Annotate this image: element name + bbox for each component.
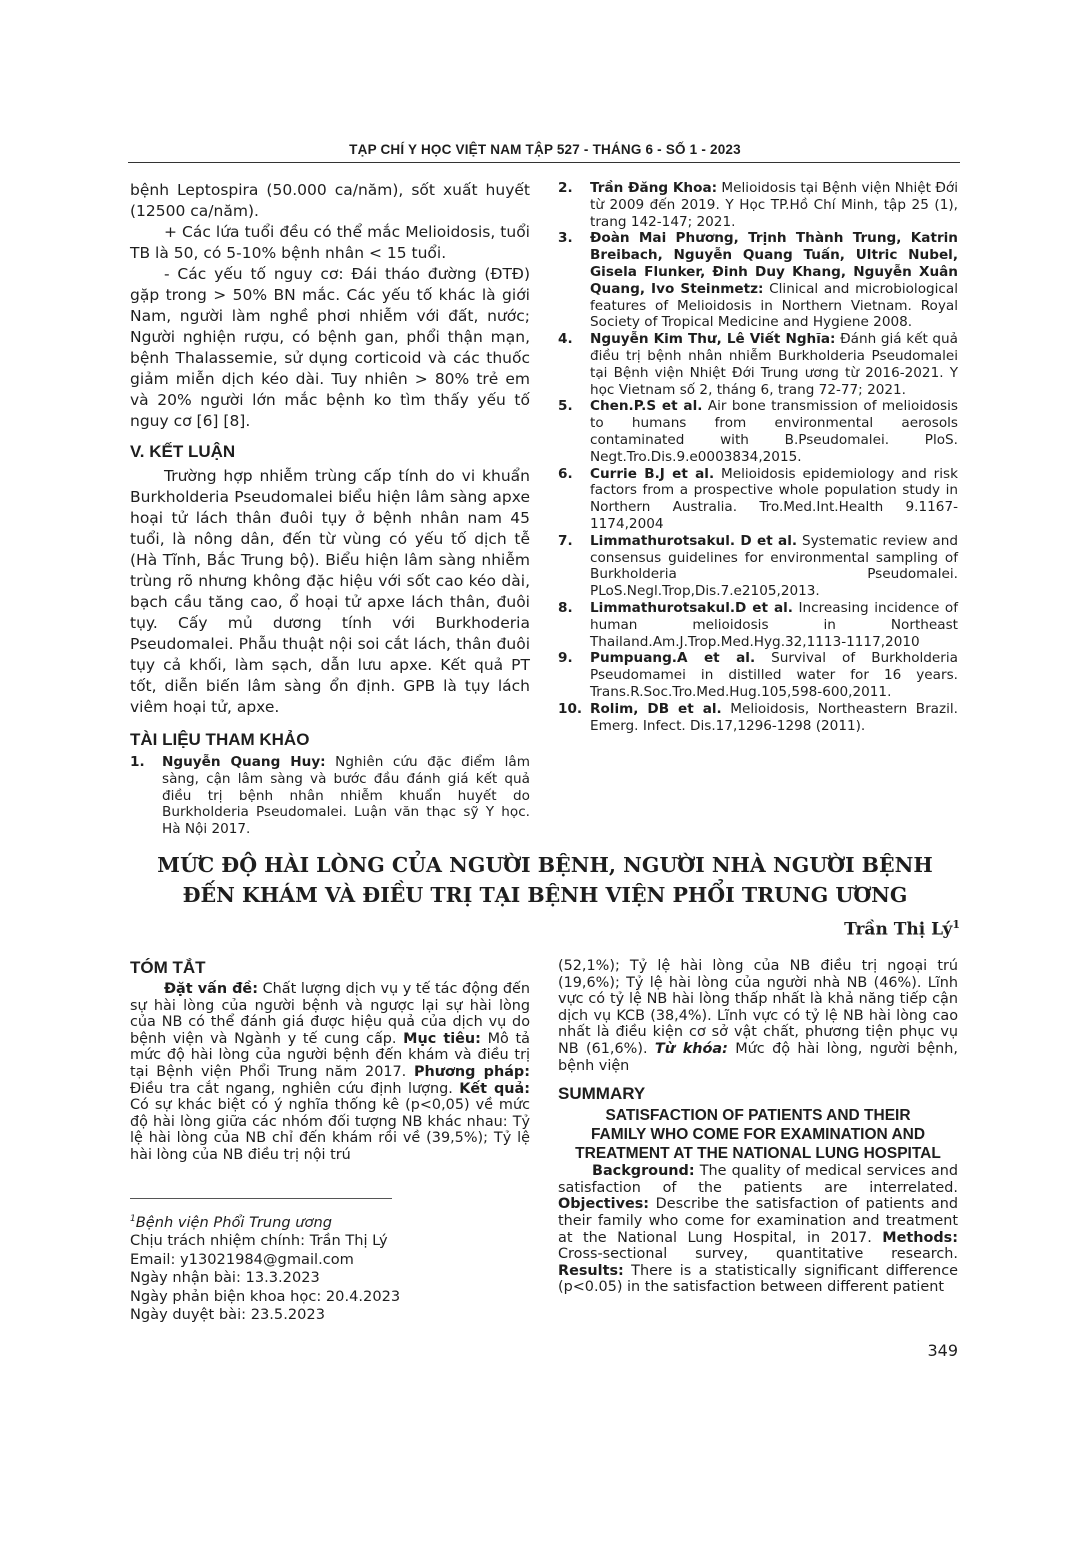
reference-item <box>558 533 958 600</box>
abstract-right <box>558 958 958 1296</box>
article-title <box>120 850 970 910</box>
section-heading: TÀI LIỆU THAM KHẢO <box>130 730 310 749</box>
text: There is a statistically significant difference (p<0.05) in the satisfaction between different patient <box>558 1262 958 1296</box>
reference-author: Rolim, DB et al. <box>590 700 722 717</box>
reference-item <box>558 230 958 331</box>
reference-author: Nguyễn Quang Huy: <box>162 754 326 770</box>
reference-item <box>558 701 958 735</box>
author-affiliation-marker: 1 <box>952 918 960 931</box>
reference-text: Melioidosis tại Bệnh viện Nhiệt Đới từ 2009 đến 2019. Y Học TP.Hồ Chí Minh, tập 25 (1), trang 142-147; 2021. <box>590 180 958 230</box>
summary-title-line: FAMILY WHO COME FOR EXAMINATION AND <box>590 1126 926 1144</box>
reference-text: Increasing incidence of human melioidosis in Northeast Thailand.Am.J.Trop.Med.Hyg.32,1113-1117,2010 <box>590 599 958 650</box>
reference-text: Air bone transmission of melioidosis to humans from environmental aerosols contaminated with B.Pseudomalei. PloS. Negt.Tro.Dis.9.e0003834,2015. <box>590 398 958 465</box>
article-author <box>844 918 960 940</box>
text: Mô tả mức độ hài lòng của người bệnh đến khám và điều trị tại Bệnh viện Phổi Trung năm 2017. <box>130 1030 530 1080</box>
reference-author: Trần Đăng Khoa: <box>590 180 718 196</box>
text: Có sự khác biệt có ý nghĩa thống kê (p<0,05) về mức độ hài lòng giữa các nhóm đối tượng NB khác nhau: Tỷ lệ hài lòng của NB chỉ đến khám rồi về (39,5%); Tỷ lệ hài lòng của NB điều trị nội trú <box>130 1097 530 1163</box>
footnote-line: Ngày nhận bài: 13.3.2023 <box>130 1269 320 1287</box>
reference-text: Nghiên cứu đặc điểm lâm sàng, cận lâm sàng và bước đầu đánh giá kết quả điều trị bệnh nhân nhiễm khuẩn huyết do Burkholderia Pseudomalei. Luận văn thạc sỹ Y học. Hà Nội 2017. <box>162 754 530 838</box>
reference-text: Systematic review and consensus guidelines for environmental sampling of Burkholderia Pseudomalei. PLoS.Negl.Trop,Dis.7.e2105,2013. <box>590 532 958 600</box>
label: Objectives: <box>558 1196 650 1213</box>
reference-item <box>558 180 958 230</box>
label: Background: <box>592 1163 695 1180</box>
reference-author: Nguyễn Kim Thư, Lê Viết Nghĩa: <box>590 331 836 348</box>
label: Phương pháp: <box>414 1063 530 1080</box>
reference-text: Melioidosis epidemiology and risk factors from a prospective whole population study in Northern Australia. Tro.Med.Int.Health 9.1167-1174,2004 <box>590 465 959 532</box>
reference-text: Melioidosis, Northeastern Brazil. Emerg. Infect. Dis.17,1296-1298 (2011). <box>590 700 959 734</box>
reference-item <box>130 754 530 838</box>
reference-number: 9. <box>558 650 573 667</box>
reference-text: Survival of Burkholderia Pseudomamei in distilled water for 16 years. Trans.R.Soc.Tro.Med.Hug.105,598-600,2011. <box>590 650 958 700</box>
footnote-line: Email: y13021984@gmail.com <box>130 1250 354 1268</box>
text: Cross-sectional survey, quantitative research. <box>558 1246 958 1263</box>
page-number: 349 <box>927 1341 958 1360</box>
footnote-line: Ngày duyệt bài: 23.5.2023 <box>130 1306 325 1324</box>
footnote-affiliation <box>130 1210 530 1232</box>
paragraph: - Các yếu tố nguy cơ: Đái tháo đường (ĐTĐ) gặp trong > 50% BN mắc. Các yếu tố khác là giới Nam, người làm nghề phơi nhiễm với đất, nước; Người nghiện rượu, có bệnh gan, phổi thận mạn, bệnh Thalassemie, sử dụng corticoid và các thuốc giảm miễn dịch kéo dài. Tuy nhiên > 80% trẻ em và 20% người lớn mắc bệnh ko tìm thấy yếu tố nguy cơ [6] [8]. <box>130 265 530 430</box>
text: The quality of medical services and satisfaction of the patients are interrelated. <box>558 1163 958 1196</box>
label: Từ khóa: <box>654 1040 728 1057</box>
reference-number: 6. <box>558 465 573 482</box>
abstract-heading: TÓM TẮT <box>130 958 206 977</box>
reference-number: 1. <box>130 754 145 770</box>
summary-heading: SUMMARY <box>558 1084 646 1104</box>
summary-text <box>558 1163 958 1296</box>
reference-number: 5. <box>558 398 573 415</box>
text: (52,1%); Tỷ lệ hài lòng của NB điều trị ngoại trú (19,6%); Tỷ lệ hài lòng của người nhà NB (46%). Lĩnh vực có tỷ lệ NB hài lòng thấp nhất là khả năng tiếp cận dịch vụ KCB (38,4%). Lĩnh vực có tỷ lệ NB hài lòng cao nhất là điều kiện cơ sở vật chất, phương tiện phục vụ NB (61,6%). <box>558 958 958 1057</box>
reference-number: 2. <box>558 180 573 196</box>
section-heading: V. KẾT LUẬN <box>130 442 236 461</box>
reference-number: 7. <box>558 532 573 549</box>
running-header: TẠP CHÍ Y HỌC VIỆT NAM TẬP 527 - THÁNG 6 - SỐ 1 - 2023 <box>349 142 741 157</box>
reference-item <box>558 331 958 398</box>
right-column-body <box>558 180 958 734</box>
label: Methods: <box>882 1229 958 1246</box>
summary-title-line: SATISFACTION OF PATIENTS AND THEIR <box>605 1107 911 1125</box>
reference-author: Chen.P.S et al. <box>590 398 703 415</box>
reference-list <box>130 754 530 838</box>
reference-number: 4. <box>558 331 573 348</box>
header-rule <box>128 162 960 163</box>
affiliation: Bệnh viện Phổi Trung ương <box>135 1213 332 1231</box>
paragraph: Trường hợp nhiễm trùng cấp tính do vi khuẩn Burkholderia Pseudomalei biểu hiện lâm sàng apxe hoại tử lách thân đuôi tụy ở bệnh nhân nam 45 tuổi, là nông dân, đến từ vùng có yếu tố dịch tễ (Hà Tĩnh, Bắc Trung bộ). Biểu hiện lâm sàng nhiễm trùng rõ nhưng không đặc hiệu với sốt cao kéo dài, bạch cầu tăng cao, ổ hoại tử apxe lách thân, đuôi tụy. Cấy mủ dương tính với Burkhoderia Pseudomalei. Phẫu thuật nội soi cắt lách, thân đuôi tụy cả khối, làm sạch, dẫn lưu apxe. Kết quả PT tốt, diễn biến lâm sàng ổn định. GPB là tụy lách viêm hoại tử, apxe. <box>130 467 530 716</box>
reference-author: Currie B.J et al. <box>590 465 715 482</box>
paragraph: bệnh Leptospira (50.000 ca/năm), sốt xuất huyết (12500 ca/năm). <box>130 181 530 220</box>
reference-author: Đoàn Mai Phương, Trịnh Thành Trung, Katrin Breibach, Nguyễn Quang Tuấn, Ultric Nubel, Gisela Flunker, Đinh Duy Khang, Nguyễn Xuân Quang, Ivo Steinmetz: <box>590 230 958 297</box>
reference-item <box>558 650 958 700</box>
text: Describe the satisfaction of patients and their family who come for examination and treatment at the National Lung Hospital, in 2017. <box>558 1196 958 1246</box>
author-name: Trần Thị Lý <box>844 919 953 940</box>
reference-number: 10. <box>558 700 583 717</box>
text: Chất lượng dịch vụ y tế tác động đến sự hài lòng của người bệnh và ngược lại sự hài lòng của NB có thể đánh giá được hiệu quả của dịch vụ do bệnh viện và Ngành y tế cung cấp. <box>130 981 530 1047</box>
footnote <box>130 1210 530 1325</box>
label: Đặt vấn đề: <box>164 981 258 997</box>
text: Mức độ hài lòng, người bệnh, bệnh viện <box>558 1040 958 1074</box>
label: Mục tiêu: <box>403 1030 481 1047</box>
reference-number: 8. <box>558 599 573 616</box>
reference-text: Đánh giá kết quả điều trị bệnh nhân nhiễm Burkholderia Pseudomalei tại Bệnh viện Nhiệt Đới Trung ương từ 2016-2021. Y học Vietnam số 2, tháng 6, trang 72-77; 2021. <box>590 331 958 398</box>
footnote-rule <box>130 1198 392 1199</box>
reference-text: Clinical and microbiological features of Melioidosis in Northern Vietnam. Royal Society of Tropical Medicine and Hygiene 2008. <box>590 280 958 331</box>
abstract-text-continued <box>558 958 958 1074</box>
footnote-marker: 1 <box>130 1214 136 1224</box>
reference-item <box>558 398 958 465</box>
left-column-body <box>130 180 530 838</box>
paragraph: + Các lứa tuổi đều có thể mắc Melioidosis, tuổi TB là 50, có 5-10% bệnh nhân < 15 tuổi. <box>130 223 530 262</box>
article-title-line: ĐẾN KHÁM VÀ ĐIỀU TRỊ TẠI BỆNH VIỆN PHỔI TRUNG ƯƠNG <box>182 883 908 907</box>
label: Kết quả: <box>459 1080 530 1097</box>
reference-author: Limmathurotsakul. D et al. <box>590 532 798 549</box>
footnote-line: Ngày phản biện khoa học: 20.4.2023 <box>130 1287 401 1305</box>
text: Điều tra cắt ngang, nghiên cứu định lượng. <box>130 1080 460 1097</box>
reference-author: Limmathurotsakul.D et al. <box>590 599 793 616</box>
reference-item <box>558 600 958 650</box>
label: Results: <box>558 1262 624 1279</box>
abstract-vi <box>130 958 530 1164</box>
article-title-line: MỨC ĐỘ HÀI LÒNG CỦA NGƯỜI BỆNH, NGƯỜI NHÀ NGƯỜI BỆNH <box>157 853 933 877</box>
reference-list <box>558 180 958 734</box>
reference-author: Pumpuang.A et al. <box>590 650 756 667</box>
abstract-text <box>130 981 530 1164</box>
reference-item <box>558 466 958 533</box>
footnote-line: Chịu trách nhiệm chính: Trần Thị Lý <box>130 1232 388 1250</box>
reference-number: 3. <box>558 230 573 247</box>
summary-title-line: TREATMENT AT THE NATIONAL LUNG HOSPITAL <box>575 1145 941 1163</box>
